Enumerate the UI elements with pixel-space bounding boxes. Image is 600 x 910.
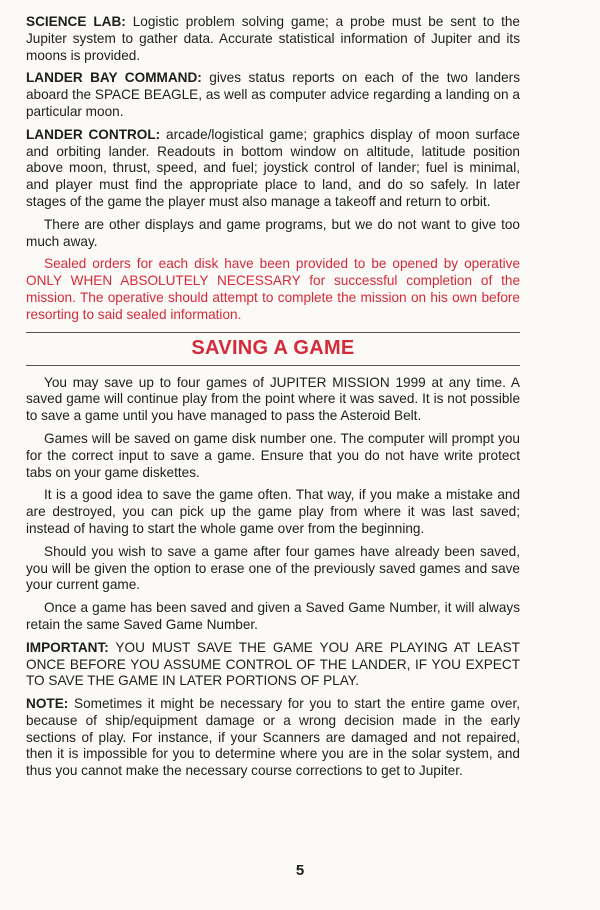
note-text: Sometimes it might be necessary for you to start the entire game over, because of ship/equipment damage or a wrong decision made in the early sections of play. For instance, if your Scanners are damaged and not repaired, then it is impossible for you to determine where you are in the solar system, and thus you cannot make the necessary course corrections to get to Jupiter. [26,696,520,779]
lander-bay-command-text: gives status reports on each of the two landers aboard the SPACE BEAGLE, as well as computer advice regarding a landing on a particular moon. [26,70,521,119]
section-rule-top [26,332,520,333]
science-lab-paragraph [26,14,520,64]
important-label: IMPORTANT: [26,639,109,655]
lander-control-text: arcade/logistical game; graphics display of moon surface and orbiting lander. Readouts in bottom window on altitude, latitude position above moon, thrust, speed, and fuel; joystick control of lander; fuel is minimal, and player must find the appropriate place to land, and do so safely. In later stages of the game the player must also manage a takeoff and return to orbit. [26,126,520,209]
important-paragraph [26,640,520,690]
other-displays-paragraph: There are other displays and game programs, but we do not want to give too much away. [26,216,520,249]
saving-paragraph-3: It is a good idea to save the game often. That way, if you make a mistake and are destroyed, you can pick up the game play from where it was last saved; instead of having to start the whole game over from the beginning. [26,487,520,536]
saving-paragraph-1: You may save up to four games of JUPITER MISSION 1999 at any time. A saved game will continue play from the point where it was saved. It is not possible to save a game until you have managed to pass the Asteroid Belt. [26,374,520,424]
lander-control-paragraph [26,127,520,211]
saving-paragraph-5: Once a game has been saved and given a Saved Game Number, it will always retain the same Saved Game Number. [26,600,520,632]
sealed-orders-notice: Sealed orders for each disk have been provided to be opened by operative ONLY WHEN ABSOLUTELY NECESSARY for successful completion of the mission. The operative should attempt to complete the mission on his own before resorting to said sealed information. [26,256,520,322]
science-lab-text: Logistic problem solving game; a probe must be sent to the Jupiter system to gather data. Accurate statistical information of Jupiter and its moons is provided. [26,14,520,63]
lander-bay-command-paragraph [26,70,520,120]
lander-bay-command-label: LANDER BAY COMMAND: [26,70,202,86]
saving-paragraph-4: Should you wish to save a game after four games have already been saved, you will be given the option to erase one of the previously saved games and save your current game. [26,543,520,593]
note-label: NOTE: [26,696,69,712]
science-lab-label: SCIENCE LAB: [26,14,126,29]
important-text: YOU MUST SAVE THE GAME YOU ARE PLAYING AT LEAST ONCE BEFORE YOU ASSUME CONTROL OF THE LANDER, IF YOU EXPECT TO SAVE THE GAME IN LATER PORTIONS OF PLAY. [26,639,520,689]
section-title: SAVING A GAME [191,336,355,359]
page-number: 5 [295,862,305,879]
saving-paragraph-2: Games will be saved on game disk number one. The computer will prompt you for the correct input to save a game. Ensure that you do not have write protect tabs on your game diskettes. [26,430,520,480]
page-content [26,14,520,786]
note-paragraph [26,696,520,780]
lander-control-label: LANDER CONTROL: [26,126,161,142]
section-rule-bottom [26,365,520,366]
